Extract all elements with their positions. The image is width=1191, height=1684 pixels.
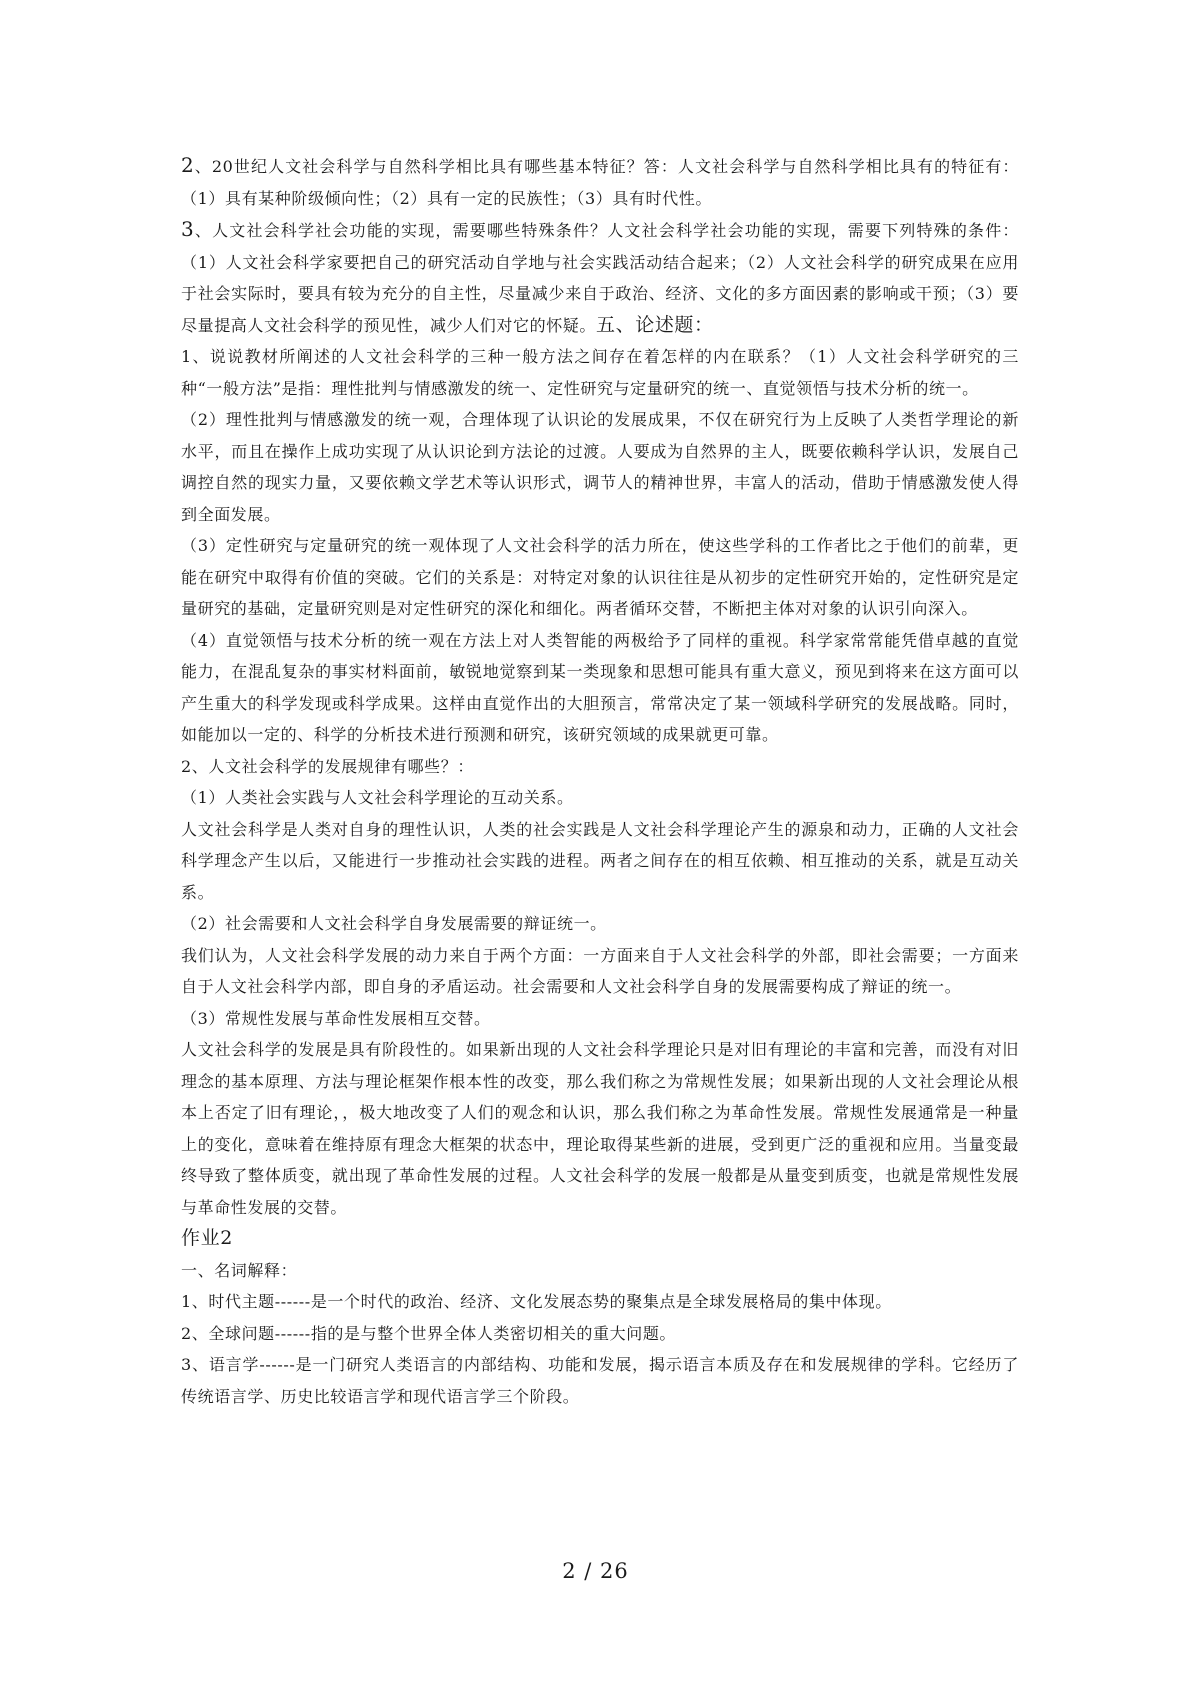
subheading: 一、名词解释： — [181, 1260, 298, 1280]
term-definition: 1、时代主题------是一个时代的政治、经济、文化发展态势的聚集点是全球发展格局的集中体现。 — [181, 1292, 892, 1311]
question-number: 3 — [181, 217, 195, 241]
paragraph: （1）人类社会实践与人文社会科学理论的互动关系。 — [181, 788, 574, 807]
paragraph — [181, 214, 1019, 341]
paragraph: （4）直觉领悟与技术分析的统一观在方法上对人类智能的两极给予了同样的重视。科学家常常能凭借卓越的直觉能力，在混乱复杂的事实材料面前，敏锐地觉察到某一类现象和思想可能具有重大意义，预见到将来在这方面可以产生重大的科学发现或科学成果。这样由直觉作出的大胆预言，常常决定了某一领域科学研究的发展战略。同时，如能加以一定的、科学的分析技术进行预测和研究，该研究领域的成果就更可靠。 — [181, 630, 1019, 744]
paragraph: （2）理性批判与情感激发的统一观，合理体现了认识论的发展成果，不仅在研究行为上反映了人类哲学理论的新水平，而且在操作上成功实现了从认识论到方法论的过渡。人要成为自然界的主人，既要依赖科学认识，发展自己调控自然的现实力量，又要依赖文学艺术等认识形式，调节人的精神世界，丰富人的活动，借助于情感激发使人得到全面发展。 — [181, 410, 1019, 524]
paragraph — [181, 150, 1019, 214]
page-number: 2 / 26 — [562, 1559, 629, 1583]
paragraph: 2、人文社会科学的发展规律有哪些？： — [181, 756, 474, 776]
paragraph: （3）定性研究与定量研究的统一观体现了人文社会科学的活力所在，使这些学科的工作者比之于他们的前辈，更能在研究中取得有价值的突破。它们的关系是：对特定对象的认识往往是从初步的定性研究开始的，定性研究是定量研究的基础，定量研究则是对定性研究的深化和细化。两者循环交替，不断把主体对对象的认识引向深入。 — [181, 536, 1019, 618]
paragraph: 1、说说教材所阐述的人文社会科学的三种一般方法之间存在着怎样的内在联系？（1）人文社会科学研究的三种“一般方法”是指：理性批判与情感激发的统一、定性研究与定量研究的统一、直觉领悟与技术分析的统一。 — [181, 347, 1019, 398]
document-body — [181, 150, 1019, 1412]
paragraph: 人文社会科学的发展是具有阶段性的。如果新出现的人文社会科学理论只是对旧有理论的丰富和完善，而没有对旧理念的基本原理、方法与理论框架作根本性的改变，那么我们称之为常规性发展；如果新出现的人文社会理论从根本上否定了旧有理论，，极大地改变了人们的观念和认识，那么我们称之为革命性发展。常规性发展通常是一种量上的变化，意味着在维持原有理念大框架的状态中，理论取得某些新的进展，受到更广泛的重视和应用。当量变最终导致了整体质变，就出现了革命性发展的过程。人文社会科学的发展一般都是从量变到质变，也就是常规性发展与革命性发展的交替。 — [181, 1040, 1019, 1217]
paragraph: 我们认为，人文社会科学发展的动力来自于两个方面：一方面来自于人文社会科学的外部，即社会需要；一方面来自于人文社会科学内部，即自身的矛盾运动。社会需要和人文社会科学自身的发展需要构成了辩证的统一。 — [181, 945, 1019, 996]
term-definition: 2、全球问题------指的是与整个世界全体人类密切相关的重大问题。 — [181, 1323, 677, 1343]
term-definition: 3、语言学------是一门研究人类语言的内部结构、功能和发展，揭示语言本质及存在和发展规律的学科。它经历了传统语言学、历史比较语言学和现代语言学三个阶段。 — [181, 1355, 1019, 1406]
paragraph-text: 、人文社会科学社会功能的实现，需要哪些特殊条件？人文社会科学社会功能的实现，需要下列特殊的条件：（1）人文社会科学家要把自己的研究活动自学地与社会实践活动结合起来；（2）人文社会科学的研究成果在应用于社会实际时，要具有较为充分的自主性，尽量减少来自于政治、经济、文化的多方面因素的影响或干预；（3）要尽量提高人文社会科学的预见性，减少人们对它的怀疑。 — [181, 221, 1019, 335]
paragraph: 人文社会科学是人类对自身的理性认识，人类的社会实践是人文社会科学理论产生的源泉和动力，正确的人文社会科学理念产生以后，又能进行一步推动社会实践的进程。两者之间存在的相互依赖、相互推动的关系，就是互动关系。 — [181, 819, 1019, 902]
question-number: 2 — [181, 153, 195, 177]
section-heading: 作业2 — [181, 1227, 233, 1249]
paragraph: （2）社会需要和人文社会科学自身发展需要的辩证统一。 — [181, 914, 607, 933]
paragraph: （3）常规性发展与革命性发展相互交替。 — [181, 1008, 491, 1028]
paragraph-text: 、20世纪人文社会科学与自然科学相比具有哪些基本特征？答：人文社会科学与自然科学相比具有的特征有：（1）具有某种阶级倾向性；（2）具有一定的民族性；（3）具有时代性。 — [181, 157, 1019, 208]
section-heading-inline: 五、论述题： — [596, 313, 714, 336]
